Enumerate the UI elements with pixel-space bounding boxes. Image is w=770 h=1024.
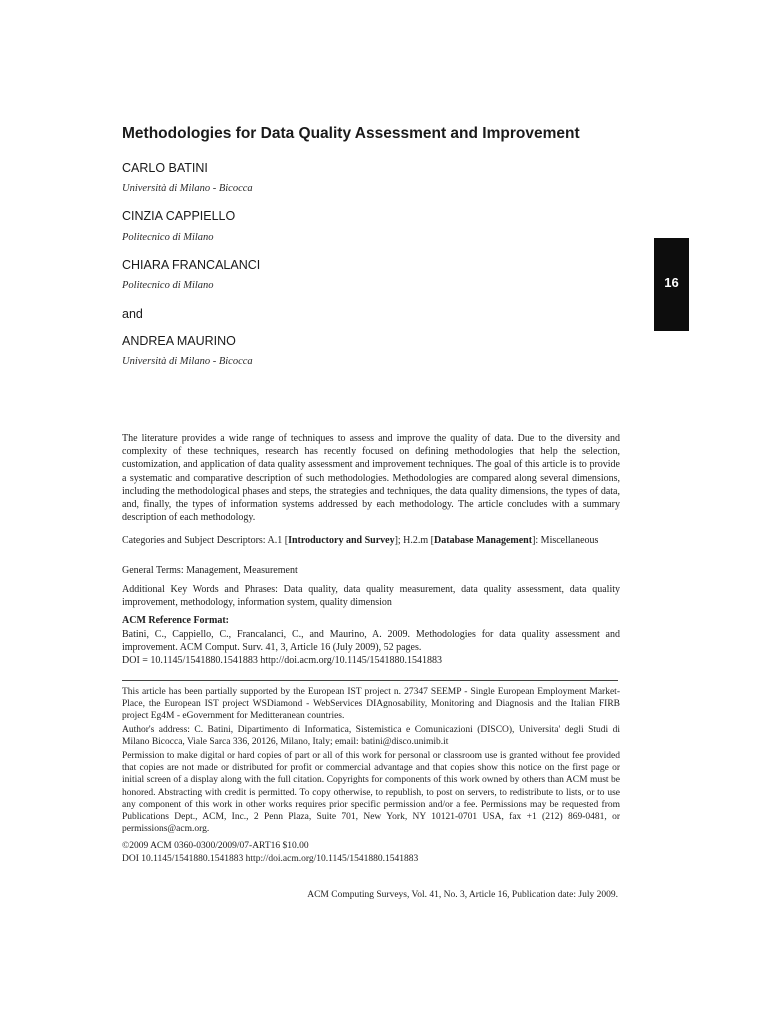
footnote-copyright: ©2009 ACM 0360-0300/2009/07-ART16 $10.00 xyxy=(122,841,309,851)
page-footer: ACM Computing Surveys, Vol. 41, No. 3, Article 16, Publication date: July 2009. xyxy=(307,890,618,900)
keywords: Additional Key Words and Phrases: Data quality, data quality measurement, data quality assessment, data quality improvement, methodology, information system, quality dimension xyxy=(122,584,620,609)
article-number-tab xyxy=(654,238,689,331)
author-affiliation: Università di Milano - Bicocca xyxy=(122,356,253,367)
author-name: CARLO BATINI xyxy=(122,161,208,175)
author-affiliation: Politecnico di Milano xyxy=(122,280,214,291)
reference-heading: ACM Reference Format: xyxy=(122,615,229,626)
categories-term-1: Introductory and Survey xyxy=(288,535,395,546)
reference-citation: Batini, C., Cappiello, C., Francalanci, C., and Maurino, A. 2009. Methodologies for data quality assessment and improvement. ACM Comput. Surv. 41, 3, Article 16 (July 2009), 52 pages. xyxy=(122,629,620,654)
categories xyxy=(122,534,620,547)
author-name: CHIARA FRANCALANCI xyxy=(122,258,261,272)
author-affiliation: Politecnico di Milano xyxy=(122,232,214,243)
article-number: 16 xyxy=(664,275,679,290)
reference-doi: DOI = 10.1145/1541880.1541883 http://doi.acm.org/10.1145/1541880.1541883 xyxy=(122,655,442,666)
paper-title: Methodologies for Data Quality Assessment and Improvement xyxy=(122,125,580,142)
author-name: CINZIA CAPPIELLO xyxy=(122,209,236,223)
author-affiliation: Università di Milano - Bicocca xyxy=(122,183,253,194)
footnote-permission: Permission to make digital or hard copies of part or all of this work for personal or classroom use is granted without fee provided that copies are not made or distributed for profit or commercial advantage and that copies show this notice on the first page or initial screen of a display along with the full citation. Copyrights for components of this work owned by others than ACM must be honored. Abstracting with credit is permitted. To copy otherwise, to republish, to post on servers, to redistribute to lists, or to use any component of this work in other works requires prior specific permission and/or a fee. Permissions may be requested from Publications Dept., ACM, Inc., 2 Penn Plaza, Suite 701, New York, NY 10121-0701 USA, fax +1 (212) 869-0481, or permissions@acm.org. xyxy=(122,751,620,835)
categories-mid: ]; H.2.m [ xyxy=(394,535,435,546)
footnote-doi: DOI 10.1145/1541880.1541883 http://doi.acm.org/10.1145/1541880.1541883 xyxy=(122,854,419,864)
categories-term-2: Database Management xyxy=(434,535,533,546)
categories-prefix: Categories and Subject Descriptors: A.1 [ xyxy=(122,535,289,546)
author-name: ANDREA MAURINO xyxy=(122,334,236,348)
abstract: The literature provides a wide range of techniques to assess and improve the quality of data. Due to the diversity and complexity of these techniques, research has recently focused on defining methodologies that help the selection, customization, and application of data quality assessment and improvement techniques. The goal of this article is to provide a systematic and comparative description of such methodologies. Methodologies are compared along several dimensions, including the methodological phases and steps, the strategies and techniques, the data quality dimensions, the types of data, and, finally, the types of information systems addressed by each methodology. The article concludes with a summary description of each methodology. xyxy=(122,433,620,524)
general-terms: General Terms: Management, Measurement xyxy=(122,565,298,576)
footnote-funding: This article has been partially supported by the European IST project n. 27347 SEEMP - Single European Employment Market-Place, the European IST project WSDiamond - WebServices DIAgnosability, Monitoring and Diagnosis and the Italian FIRB project Eg4M - eGovernment for Meditteranean countries. xyxy=(122,687,620,722)
author-conjunction: and xyxy=(122,307,143,321)
footnote-divider xyxy=(122,680,618,681)
footnote-address: Author's address: C. Batini, Dipartimento di Informatica, Sistemistica e Comunicazioni (DISCO), Universita' degli Studi di Milano Bicocca, Viale Sarca 336, 20126, Milano, Italy; email: batini@disco.unimib.it xyxy=(122,725,620,748)
categories-suffix: ]: Miscellaneous xyxy=(532,535,599,546)
